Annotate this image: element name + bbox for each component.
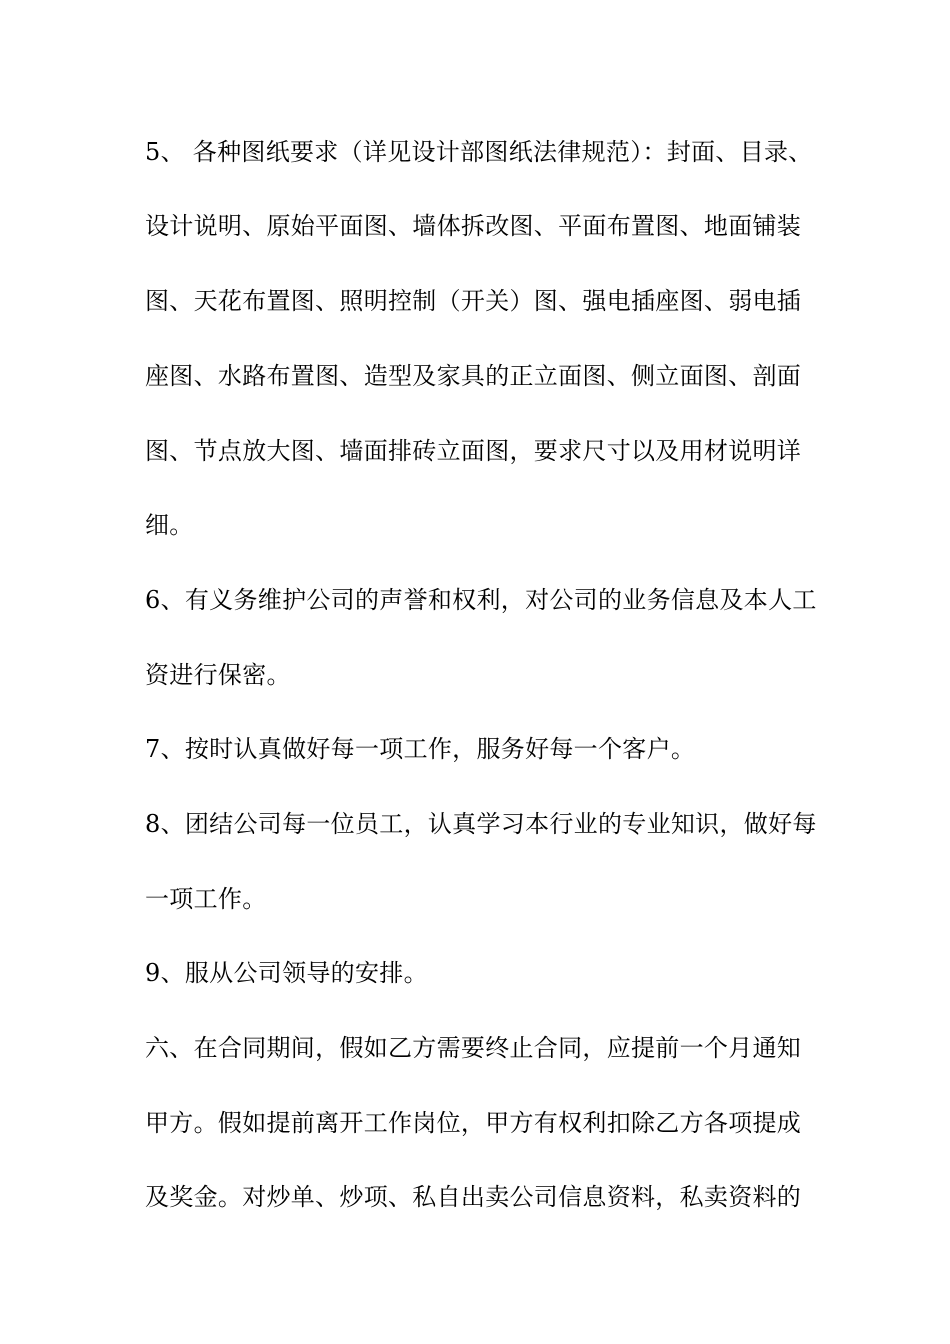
section-6-line-1: 六、在合同期间，假如乙方需要终止合同，应提前一个月通知 bbox=[145, 1034, 802, 1062]
paragraph-7-line-1: 7、按时认真做好每一项工作，服务好每一个客户。 bbox=[145, 735, 696, 763]
section-6-line-2: 甲方。假如提前离开工作岗位，甲方有权利扣除乙方各项提成 bbox=[145, 1109, 802, 1137]
section-6-line-3: 及奖金。对炒单、炒项、私自出卖公司信息资料，私卖资料的 bbox=[145, 1183, 802, 1211]
paragraph-6-line-1: 6、有义务维护公司的声誉和权利，对公司的业务信息及本人工 bbox=[145, 586, 817, 614]
paragraph-5-line-2: 设计说明、原始平面图、墙体拆改图、平面布置图、地面铺装 bbox=[145, 212, 802, 240]
paragraph-5-line-3: 图、天花布置图、照明控制（开关）图、强电插座图、弱电插 bbox=[145, 287, 802, 315]
paragraph-5-line-4: 座图、水路布置图、造型及家具的正立面图、侧立面图、剖面 bbox=[145, 362, 802, 390]
paragraph-9-line-1: 9、服从公司领导的安排。 bbox=[145, 959, 428, 987]
paragraph-8-line-1: 8、团结公司每一位员工，认真学习本行业的专业知识，做好每 bbox=[145, 810, 817, 838]
paragraph-5-line-5: 图、节点放大图、墙面排砖立面图，要求尺寸以及用材说明详 bbox=[145, 437, 802, 465]
paragraph-5-line-1: 5、 各种图纸要求（详见设计部图纸法律规范）：封面、目录、 bbox=[145, 138, 813, 166]
paragraph-8-line-2: 一项工作。 bbox=[145, 885, 267, 913]
paragraph-6-line-2: 资进行保密。 bbox=[145, 661, 291, 689]
paragraph-5-line-6: 细。 bbox=[145, 511, 194, 539]
